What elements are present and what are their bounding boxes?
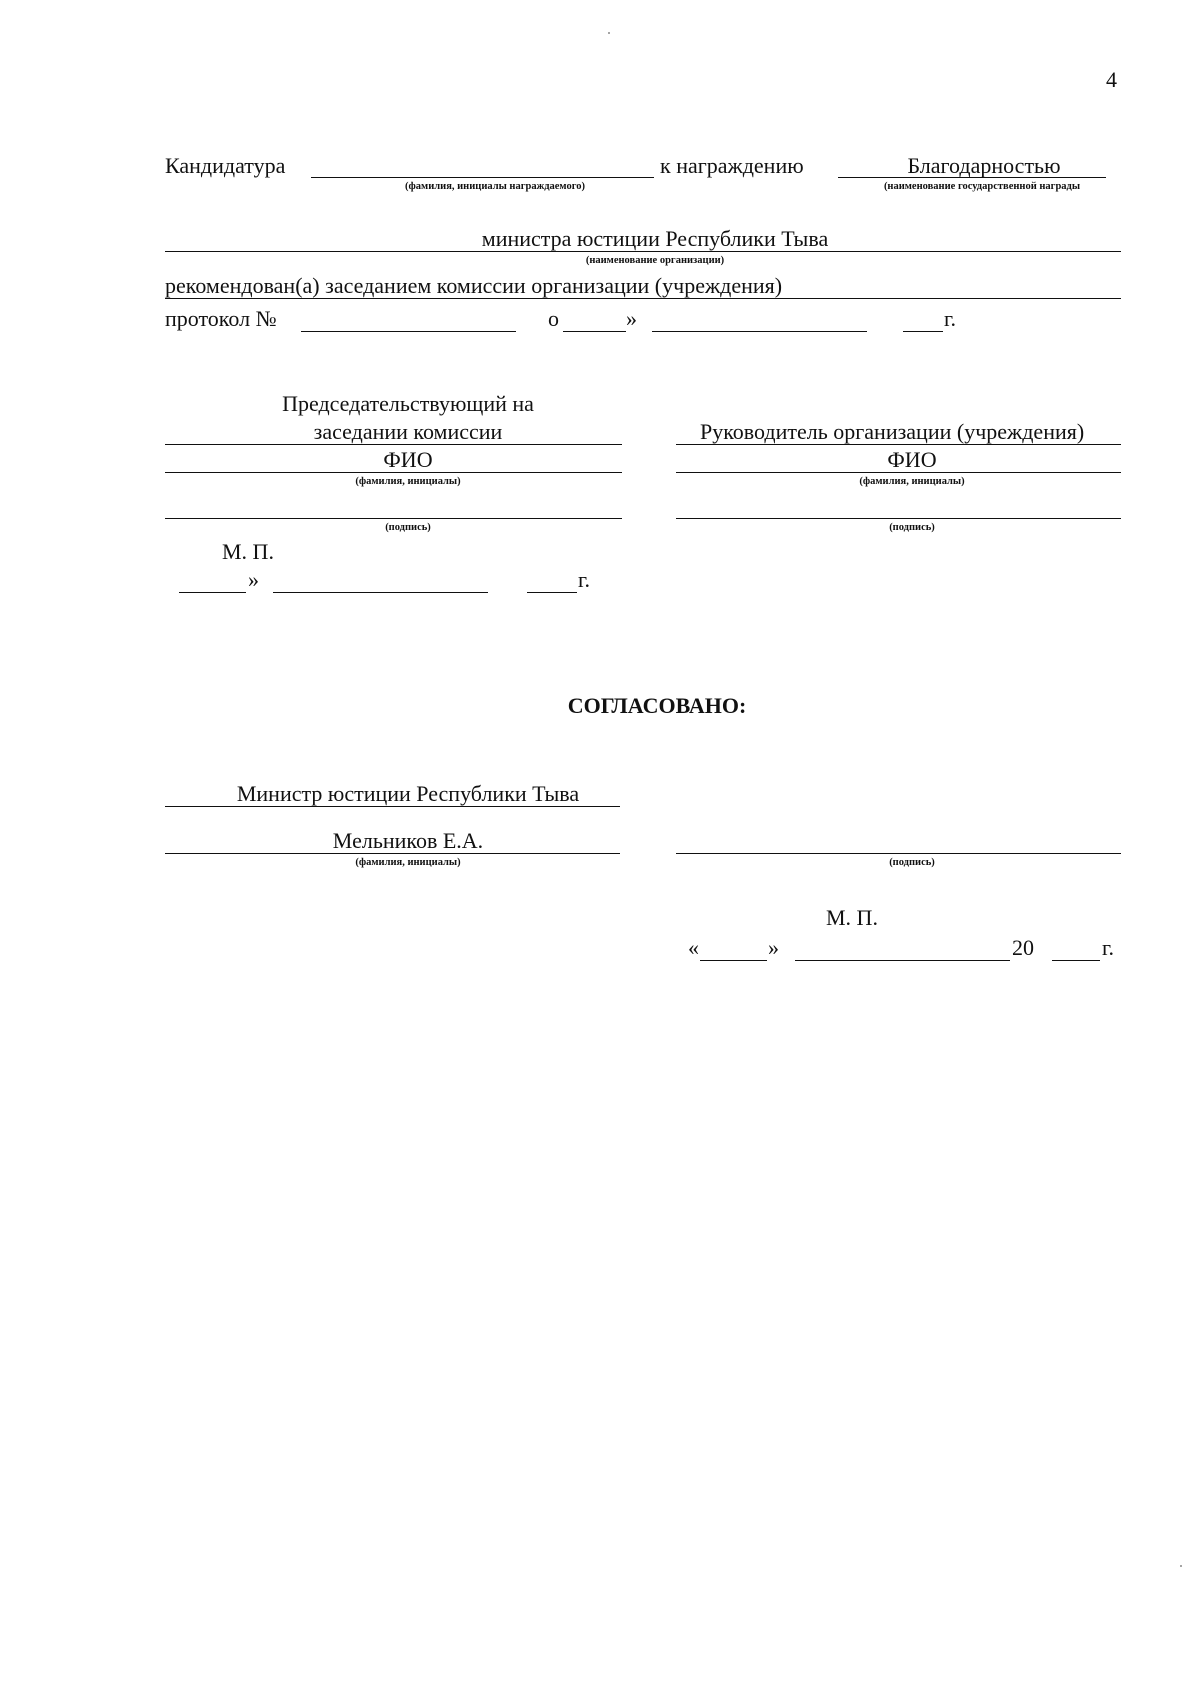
organization-field[interactable]: [165, 251, 1121, 252]
candidacy-label: Кандидатура: [165, 153, 286, 178]
signatures-month-field[interactable]: [273, 592, 488, 593]
approval-month-field[interactable]: [795, 960, 1010, 961]
protocol-from: о: [548, 306, 559, 331]
minister-name: Мельников Е.А.: [332, 828, 484, 853]
head-title-underline: [676, 444, 1121, 445]
signatures-year-suffix: г.: [578, 567, 591, 592]
award-name-field[interactable]: [838, 177, 1106, 178]
protocol-year-suffix: г.: [944, 306, 957, 331]
head-signature-field[interactable]: [676, 518, 1121, 519]
chair-title-line1: Председательствующий на: [282, 391, 534, 416]
chair-signature-caption: (подпись): [385, 522, 431, 533]
candidate-caption: (фамилия, инициалы награждаемого): [405, 181, 585, 192]
chair-signature-field[interactable]: [165, 518, 622, 519]
approval-year-field[interactable]: [1052, 960, 1100, 961]
approval-quote-close: »: [768, 935, 779, 960]
award-label: к награждению: [660, 153, 804, 178]
candidate-name-field[interactable]: [311, 177, 654, 178]
signatures-quote-close: »: [248, 567, 259, 592]
head-name-caption: (фамилия, инициалы): [859, 476, 965, 487]
page-number: 4: [1106, 67, 1117, 92]
approval-heading: СОГЛАСОВАНО:: [567, 693, 747, 718]
recommended-text: рекомендован(а) заседанием комиссии организации (учреждения): [165, 273, 783, 298]
minister-title-underline: [165, 806, 620, 807]
protocol-day-field[interactable]: [563, 331, 626, 332]
minister-name-field[interactable]: [165, 853, 620, 854]
approval-year-suffix: г.: [1102, 935, 1115, 960]
protocol-quote-close: »: [626, 306, 637, 331]
protocol-month-field[interactable]: [652, 331, 867, 332]
head-name: ФИО: [887, 447, 937, 472]
signatures-day-field[interactable]: [179, 592, 246, 593]
approval-stamp: М. П.: [826, 905, 878, 930]
minister-name-caption: (фамилия, инициалы): [355, 857, 461, 868]
chair-title-underline: [165, 444, 622, 445]
chair-title-line2: заседании комиссии: [313, 419, 503, 444]
minister-signature-field[interactable]: [676, 853, 1121, 854]
head-title: Руководитель организации (учреждения): [700, 419, 1085, 444]
protocol-number-field[interactable]: [301, 331, 516, 332]
protocol-year-field[interactable]: [903, 331, 943, 332]
approval-year-prefix: 20: [1012, 935, 1034, 960]
head-name-field[interactable]: [676, 472, 1121, 473]
signatures-stamp: М. П.: [222, 539, 274, 564]
scan-speck: [608, 32, 610, 34]
organization-value: министра юстиции Республики Тыва: [481, 226, 829, 251]
head-signature-caption: (подпись): [889, 522, 935, 533]
chair-name-caption: (фамилия, инициалы): [355, 476, 461, 487]
minister-title: Министр юстиции Республики Тыва: [236, 781, 580, 806]
award-value: Благодарностью: [907, 153, 1061, 178]
chair-name-field[interactable]: [165, 472, 622, 473]
recommended-underline: [165, 298, 1121, 299]
scan-speck: [1180, 1565, 1182, 1567]
award-caption: (наименование государственной награды: [883, 181, 1081, 192]
minister-signature-caption: (подпись): [889, 857, 935, 868]
approval-quote-open: «: [688, 935, 699, 960]
protocol-label: протокол №: [165, 306, 277, 331]
signatures-year-field[interactable]: [527, 592, 577, 593]
approval-day-field[interactable]: [700, 960, 767, 961]
organization-caption: (наименование организации): [585, 255, 725, 266]
chair-name: ФИО: [383, 447, 433, 472]
